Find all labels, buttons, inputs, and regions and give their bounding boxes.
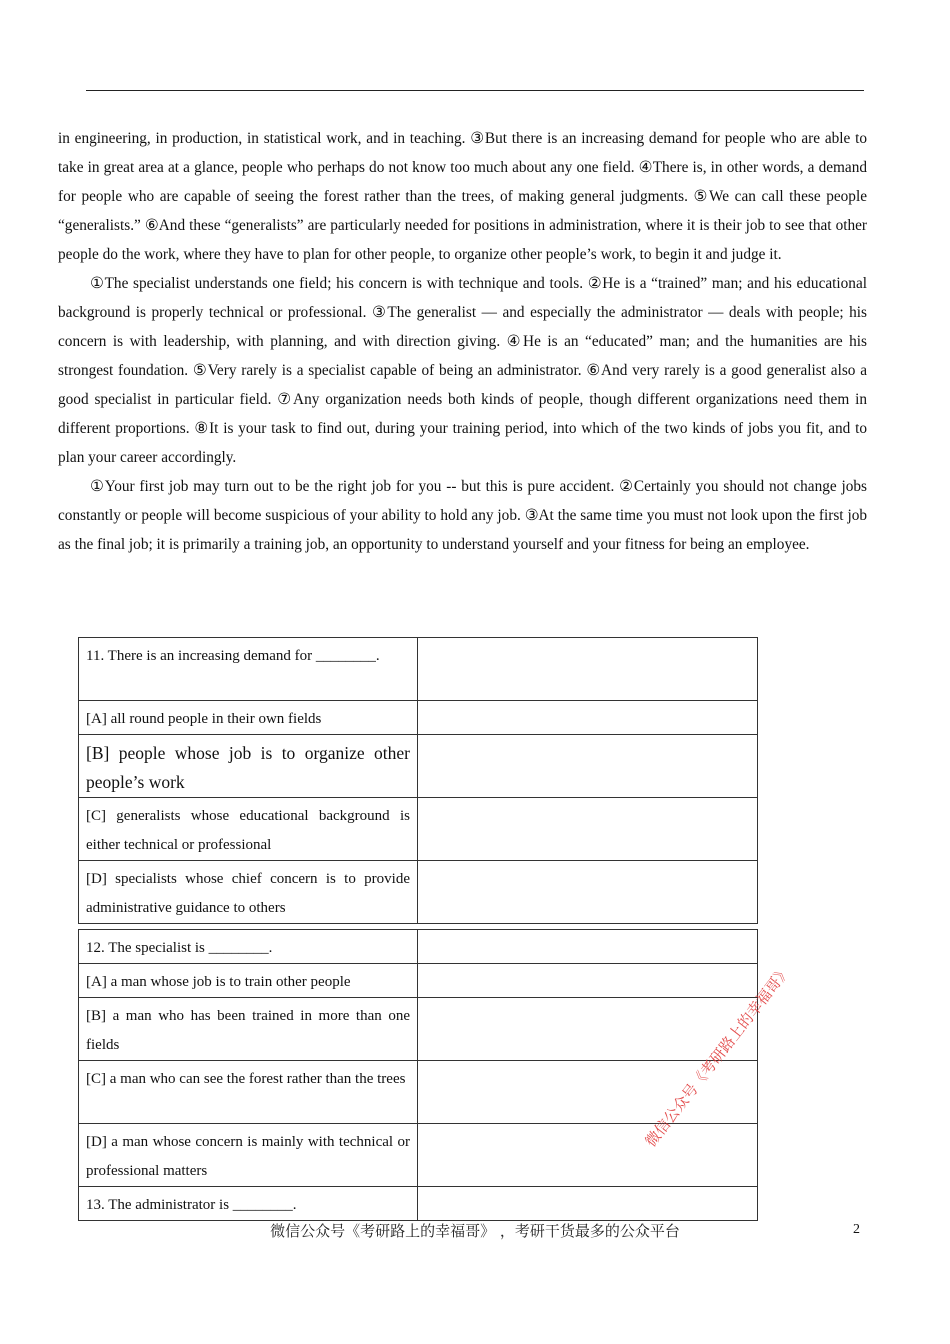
question-12-option-c: [C] a man who can see the forest rather than the trees <box>79 1061 418 1124</box>
page-number: 2 <box>853 1222 860 1237</box>
question-11-stem: 11. There is an increasing demand for ________. <box>79 638 418 701</box>
question-11-table <box>78 637 758 924</box>
answer-cell[interactable] <box>418 930 758 964</box>
paragraph-3: ①Your first job may turn out to be the right job for you -- but this is pure accident. ②Certainly you should not change jobs constantly or people will become suspicious of your ability to hold any job. ③At the same time you must not look upon the first job as the final job; it is primarily a training job, an opportunity to understand yourself and your fitness for being an employee. <box>58 478 867 553</box>
answer-cell[interactable] <box>418 735 758 798</box>
question-12-option-b: [B] a man who has been trained in more than one fields <box>79 998 418 1061</box>
question-11-option-b: [B] people whose job is to organize other people’s work <box>79 735 418 798</box>
question-11-option-d: [D] specialists whose chief concern is to provide administrative guidance to others <box>79 861 418 924</box>
watermark: 微信公众号《考研路上的幸福哥》 <box>641 961 795 1151</box>
passage <box>58 124 867 559</box>
question-12-option-a: [A] a man whose job is to train other people <box>79 964 418 998</box>
question-13-stem: 13. The administrator is ________. <box>79 1187 418 1221</box>
answer-cell[interactable] <box>418 1187 758 1221</box>
question-12-stem: 12. The specialist is ________. <box>79 930 418 964</box>
footer-text: 微信公众号《考研路上的幸福哥》 ，考研干货最多的公众平台 <box>270 1222 680 1240</box>
answer-cell[interactable] <box>418 964 758 998</box>
question-12-option-d: [D] a man whose concern is mainly with technical or professional matters <box>79 1124 418 1187</box>
header-rule <box>86 90 864 91</box>
answer-cell[interactable] <box>418 861 758 924</box>
answer-cell[interactable] <box>418 798 758 861</box>
answer-cell[interactable] <box>418 638 758 701</box>
question-12-table <box>78 929 758 1221</box>
question-11-option-c: [C] generalists whose educational background is either technical or professional <box>79 798 418 861</box>
answer-cell[interactable] <box>418 1124 758 1187</box>
paragraph-2: ①The specialist understands one field; his concern is with technique and tools. ②He is a “trained” man; and his educational background is properly technical or professional. ③The generalist — and especially the administrator — deals with people; his concern is with leadership, with planning, and with direction giving. ④He is an “educated” man; and the humanities are his strongest foundation. ⑤Very rarely is a specialist capable of being an administrator. ⑥And very rarely is a good generalist also a good specialist in particular field. ⑦Any organization needs both kinds of people, though different organizations need them in different proportions. ⑧It is your task to find out, during your training period, into which of the two kinds of jobs you fit, and to plan your career accordingly. <box>58 275 867 466</box>
answer-cell[interactable] <box>418 701 758 735</box>
paragraph-1: in engineering, in production, in statistical work, and in teaching. ③But there is an increasing demand for people who are able to take in great area at a glance, people who perhaps do not know too much about any one field. ④There is, in other words, a demand for people who are capable of seeing the forest rather than the trees, of making general judgments. ⑤We can call these people “generalists.” ⑥And these “generalists” are particularly needed for positions in administration, where it is their job to see that other people do the work, where they have to plan for other people, to organize other people’s work, to begin it and judge it. <box>58 130 867 263</box>
question-11-option-a: [A] all round people in their own fields <box>79 701 418 735</box>
